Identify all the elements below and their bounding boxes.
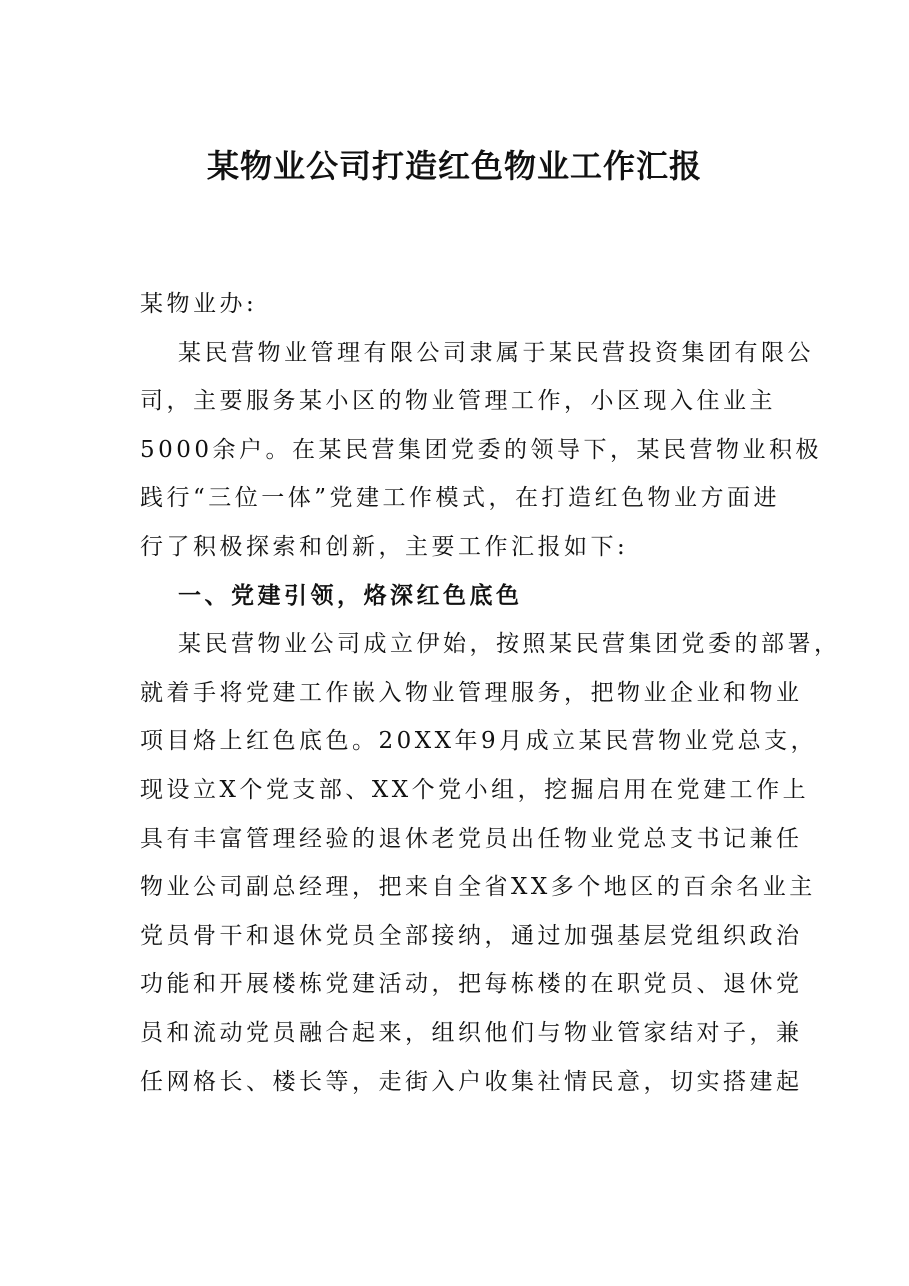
paragraph-line: 行了积极探索和创新，主要工作汇报如下: <box>140 533 629 560</box>
paragraph-intro <box>140 329 823 572</box>
paragraph-line: 就着手将党建工作嵌入物业管理服务，把物业企业和物业 <box>140 679 803 706</box>
paragraph-line: 具有丰富管理经验的退休老党员出任物业党总支书记兼任 <box>140 825 803 852</box>
paragraph-line: 司，主要服务某小区的物业管理工作，小区现入住业主 <box>140 388 776 415</box>
paragraph-line: 党员骨干和退休党员全部接纳，通过加强基层党组织政治 <box>140 922 803 949</box>
paragraph-line: 践行“三位一体”党建工作模式，在打造红色物业方面进 <box>140 485 781 512</box>
salutation: 某物业办: <box>140 291 258 317</box>
document-body <box>140 280 841 1106</box>
paragraph-line: 项目烙上红色底色。20XX年9月成立某民营物业党总支， <box>140 728 818 755</box>
paragraph-section1 <box>140 620 841 1106</box>
paragraph-line: 任网格长、楼长等，走街入户收集社情民意，切实搭建起 <box>140 1068 803 1095</box>
paragraph-line: 5000余户。在某民营集团党委的领导下，某民营物业积极 <box>140 436 823 463</box>
document-title: 某物业公司打造红色物业工作汇报 <box>206 147 702 185</box>
section-heading: 一、党建引领，烙深红色底色 <box>178 581 523 609</box>
paragraph-line: 现设立X个党支部、XX个党小组，挖掘启用在党建工作上 <box>140 776 810 803</box>
paragraph-line: 某民营物业管理有限公司隶属于某民营投资集团有限公 <box>178 339 814 366</box>
paragraph-line: 功能和开展楼栋党建活动，把每栋楼的在职党员、退休党 <box>140 971 803 998</box>
paragraph-line: 员和流动党员融合起来，组织他们与物业管家结对子，兼 <box>140 1019 803 1046</box>
paragraph-line: 物业公司副总经理，把来自全省XX多个地区的百余名业主 <box>140 874 816 901</box>
paragraph-line: 某民营物业公司成立伊始，按照某民营集团党委的部署， <box>178 631 841 658</box>
